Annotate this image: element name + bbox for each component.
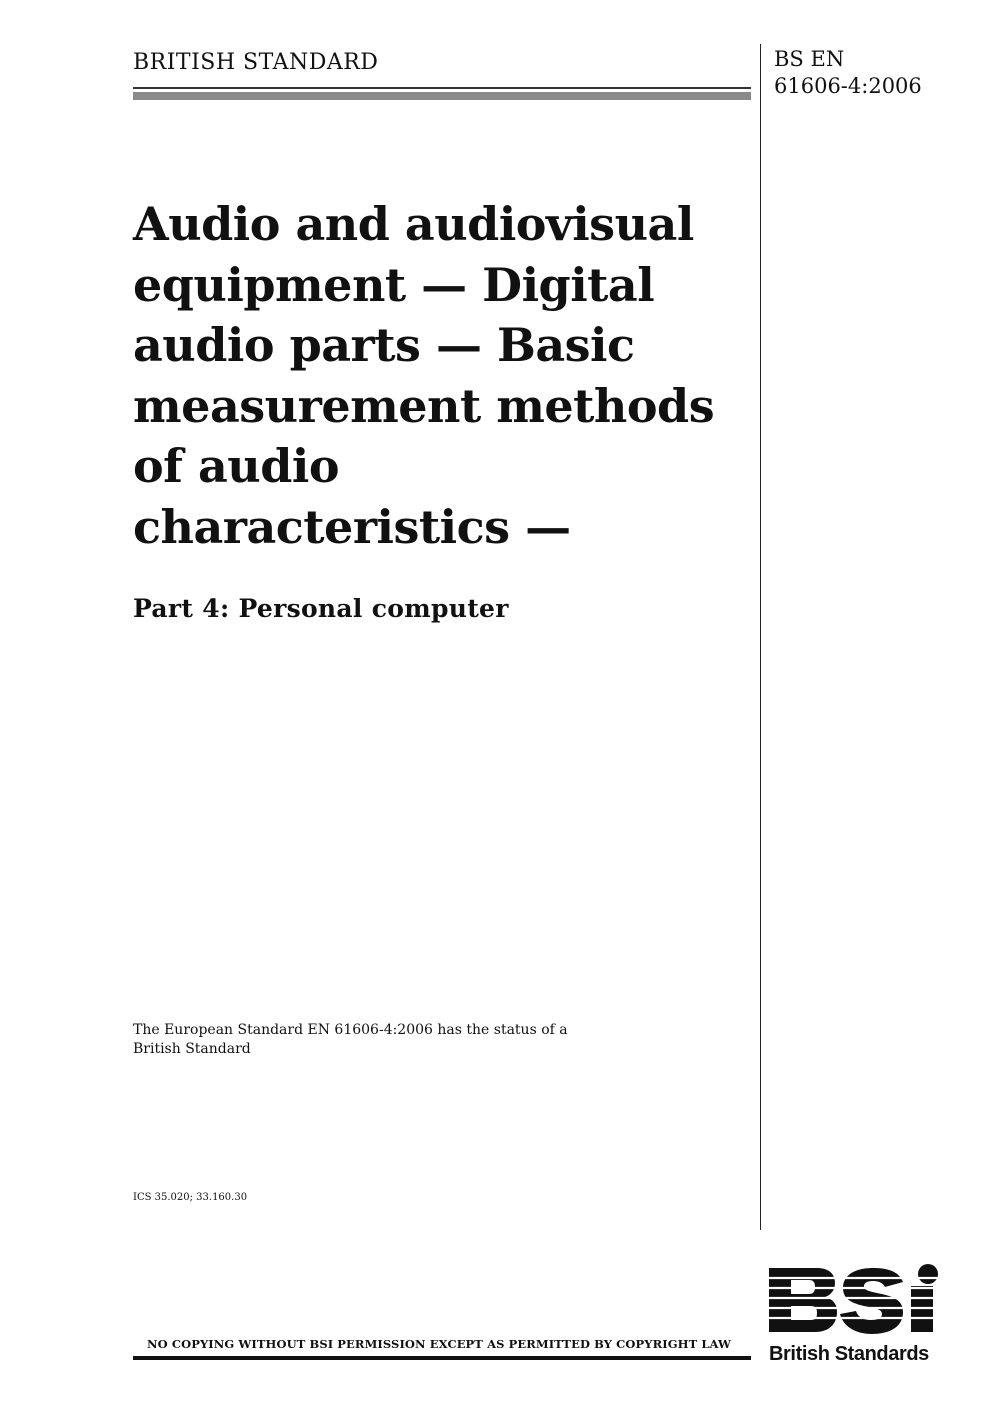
footer-rule — [133, 1356, 751, 1360]
title-line: characteristics — — [133, 499, 571, 554]
document-type-label: BRITISH STANDARD — [133, 50, 379, 75]
vertical-divider — [760, 44, 761, 1230]
bsi-logo — [765, 1262, 947, 1370]
title-line: Audio and audiovisual — [133, 197, 694, 251]
standard-number — [774, 46, 974, 100]
standard-number-line-2: 61606-4:2006 — [774, 74, 922, 98]
status-note-line-1: The European Standard EN 61606-4:2006 has the status of a — [133, 1022, 568, 1038]
document-title — [133, 194, 743, 557]
title-line: measurement methods — [133, 378, 715, 433]
document-subtitle: Part 4: Personal computer — [133, 594, 509, 623]
copyright-notice: NO COPYING WITHOUT BSI PERMISSION EXCEPT AS PERMITTED BY COPYRIGHT LAW — [147, 1337, 732, 1351]
header-rule-thick — [133, 92, 751, 100]
bsi-wordmark-icon — [765, 1262, 947, 1340]
logo-caption: British Standards — [769, 1343, 929, 1365]
standard-number-line-1: BS EN — [774, 47, 845, 71]
status-note — [133, 1021, 653, 1059]
ics-code: ICS 35.020; 33.160.30 — [133, 1192, 248, 1203]
title-line: audio parts — Basic — [133, 318, 635, 372]
title-line: of audio — [133, 439, 340, 493]
status-note-line-2: British Standard — [133, 1041, 251, 1057]
title-line: equipment — Digital — [133, 257, 655, 312]
header-rule-thin — [133, 87, 751, 89]
